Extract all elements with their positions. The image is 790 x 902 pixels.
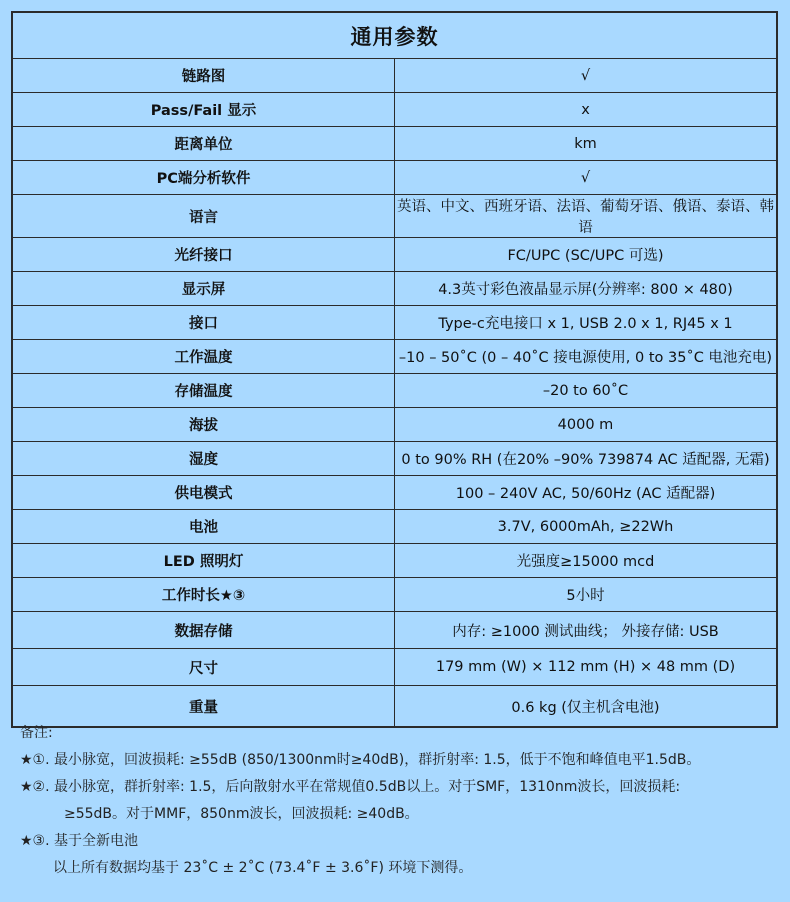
table-row (12, 272, 777, 306)
row-value: 4.3英寸彩色液晶显示屏(分辨率: 800 × 480) (395, 272, 778, 306)
table-row (12, 374, 777, 408)
table-row (12, 306, 777, 340)
table-row (12, 612, 777, 649)
table-row (12, 442, 777, 476)
row-label: Pass/Fail 显示 (12, 93, 395, 127)
table-row (12, 340, 777, 374)
row-label: 重量 (12, 686, 395, 728)
row-label: 湿度 (12, 442, 395, 476)
row-label: LED 照明灯 (12, 544, 395, 578)
row-value: 内存: ≥1000 测试曲线； 外接存储: USB (395, 612, 778, 649)
row-value: 100 – 240V AC, 50/60Hz (AC 适配器) (395, 476, 778, 510)
row-value: √ (395, 59, 778, 93)
row-label: 供电模式 (12, 476, 395, 510)
table-row (12, 161, 777, 195)
row-value: 0.6 kg (仅主机含电池) (395, 686, 778, 728)
note-item: ★③. 基于全新电池 (20, 833, 139, 849)
notes-section (20, 720, 780, 882)
table-row (12, 578, 777, 612)
row-value: 0 to 90% RH (在20% –90% 739874 AC 适配器, 无霜) (395, 442, 778, 476)
row-label: PC端分析软件 (12, 161, 395, 195)
table-row (12, 476, 777, 510)
notes-heading: 备注: (20, 725, 53, 741)
row-value: 光强度≥15000 mcd (395, 544, 778, 578)
row-label: 光纤接口 (12, 238, 395, 272)
table-row (12, 649, 777, 686)
note-footer: 以上所有数据均基于 23˚C ± 2˚C (73.4˚F ± 3.6˚F) 环境下测得。 (53, 860, 473, 876)
row-label: 工作温度 (12, 340, 395, 374)
note-item: ★②. 最小脉宽，群折射率: 1.5，后向散射水平在常规值0.5dB以上。对于SMF，1310nm波长，回波损耗: (20, 779, 681, 795)
row-label: 链路图 (12, 59, 395, 93)
row-label: 语言 (12, 195, 395, 238)
row-value: km (395, 127, 778, 161)
row-value: 3.7V, 6000mAh, ≥22Wh (395, 510, 778, 544)
row-value: 英语、中文、西班牙语、法语、葡萄牙语、俄语、泰语、韩语 (395, 195, 778, 238)
table-row (12, 544, 777, 578)
row-value: 5小时 (395, 578, 778, 612)
row-label: 数据存储 (12, 612, 395, 649)
general-params-table (11, 11, 778, 728)
row-value: 179 mm (W) × 112 mm (H) × 48 mm (D) (395, 649, 778, 686)
row-value: –10 – 50˚C (0 – 40˚C 接电源使用, 0 to 35˚C 电池充电) (395, 340, 778, 374)
table-row (12, 195, 777, 238)
row-value: –20 to 60˚C (395, 374, 778, 408)
row-value: x (395, 93, 778, 127)
row-label: 接口 (12, 306, 395, 340)
row-value: FC/UPC (SC/UPC 可选) (395, 238, 778, 272)
row-label: 距离单位 (12, 127, 395, 161)
row-label: 存储温度 (12, 374, 395, 408)
row-value: √ (395, 161, 778, 195)
table-row (12, 238, 777, 272)
row-label: 海拔 (12, 408, 395, 442)
table-row (12, 408, 777, 442)
row-label: 电池 (12, 510, 395, 544)
note-item: ★①. 最小脉宽，回波损耗: ≥55dB (850/1300nm时≥40dB)，群折射率: 1.5，低于不饱和峰值电平1.5dB。 (20, 752, 701, 768)
row-label: 尺寸 (12, 649, 395, 686)
row-value: 4000 m (395, 408, 778, 442)
note-item-continued: ≥55dB。对于MMF，850nm波长，回波损耗: ≥40dB。 (64, 806, 419, 822)
table-title-row (12, 12, 777, 59)
row-value: Type-c充电接口 x 1, USB 2.0 x 1, RJ45 x 1 (395, 306, 778, 340)
table-row (12, 127, 777, 161)
table-row (12, 510, 777, 544)
table-row (12, 59, 777, 93)
table-title: 通用参数 (12, 12, 777, 59)
row-label: 工作时长★③ (12, 578, 395, 612)
table-row (12, 93, 777, 127)
row-label: 显示屏 (12, 272, 395, 306)
